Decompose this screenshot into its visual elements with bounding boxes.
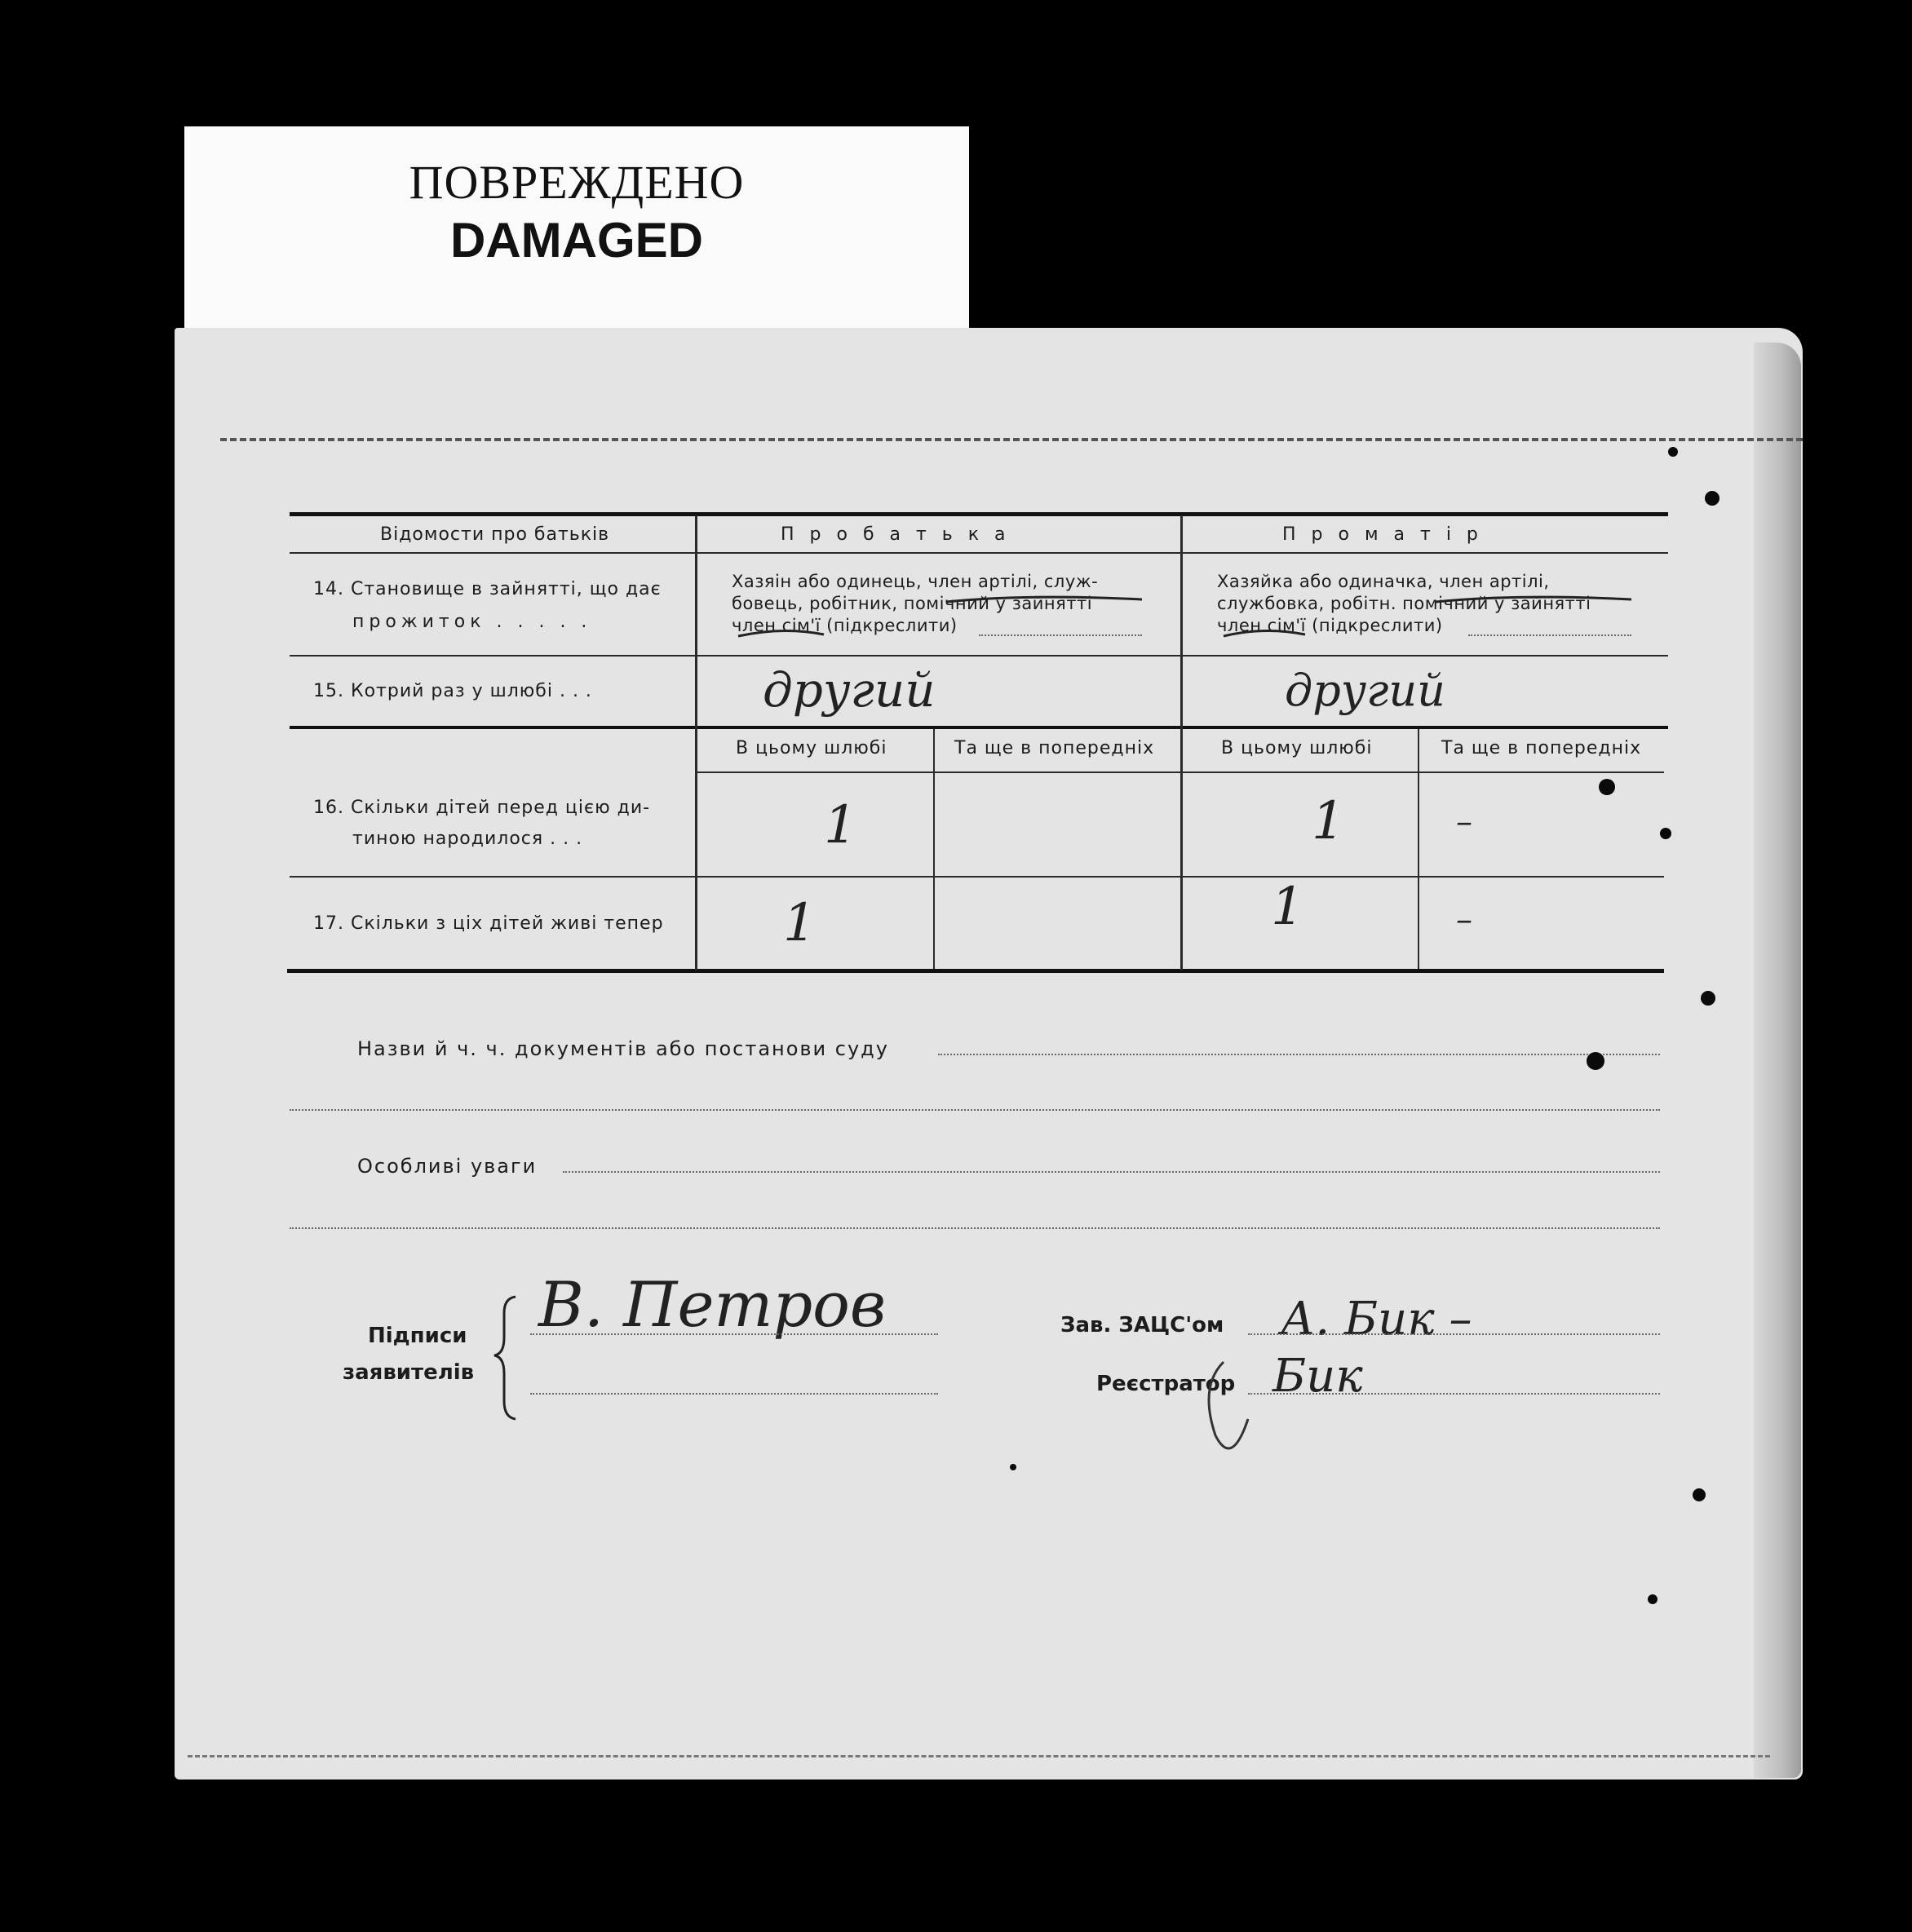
header-mother: П р о м а т і р (1282, 524, 1483, 545)
mother-previous-marriages-header: Та ще в попередніх (1441, 738, 1642, 758)
row14-father-line2: бовець, робітник, помічний у зайнятті (732, 594, 1093, 613)
ink-dot (1010, 1464, 1016, 1470)
damage-hole (1668, 447, 1678, 457)
row14-mother-line2: службовка, робітн. помічний у зайнятті (1217, 594, 1591, 613)
applicant-signature: В. Петров (538, 1268, 887, 1341)
registrar-label: Реєстратор (1096, 1372, 1236, 1396)
damage-hole (1705, 491, 1719, 506)
row14-label-line1: 14. Становище в зайнятті, що дає (313, 579, 662, 599)
head-signature: А. Бик – (1281, 1293, 1472, 1346)
row14-label-line2: прожиток . . . . . (352, 612, 592, 632)
damage-hole (1701, 991, 1715, 1006)
header-father: П р о б а т ь к а (781, 524, 1011, 545)
row14-mother-line3: член сім'ї (підкреслити) (1217, 616, 1443, 635)
mother-current-marriage-header: В цьому шлюбі (1221, 738, 1373, 758)
registrar-signature: Бик (1272, 1350, 1363, 1403)
row17-label: 17. Скільки з ціх дітей живі тепер (313, 913, 664, 934)
father-previous-marriages-header: Та ще в попередніх (954, 738, 1155, 758)
row15-mother-value: другий (1285, 665, 1445, 716)
row14-father-line1: Хазяін або одинець, член артілі, служ- (732, 572, 1099, 591)
row17-father-current: 1 (783, 893, 817, 953)
row15-father-value: другий (763, 662, 936, 718)
row17-mother-current: 1 (1271, 877, 1304, 937)
applicants-label-line2: заявителів (343, 1360, 475, 1385)
row16-label-line1: 16. Скільки дітей перед цією ди- (313, 798, 651, 818)
damage-hole (1660, 828, 1671, 839)
row16-mother-current: 1 (1312, 791, 1345, 851)
row14-father-line3: член сім'ї (підкреслити) (732, 616, 958, 635)
row16-label-line2: тиною народилося . . . (352, 829, 583, 849)
remarks-label: Особливі уваги (357, 1155, 538, 1178)
row15-label: 15. Котрий раз у шлюбі . . . (313, 681, 592, 701)
damage-hole (1693, 1488, 1706, 1501)
father-current-marriage-header: В цьому шлюбі (736, 738, 887, 758)
damage-hole (1587, 1052, 1604, 1070)
row14-mother-line1: Хазяйка або одиначка, член артілі, (1217, 572, 1550, 591)
applicants-label-line1: Підписи (368, 1324, 467, 1348)
row16-father-current: 1 (824, 795, 857, 855)
damaged-label-english: DAMAGED (450, 213, 703, 267)
header-parents-info: Відомости про батьків (380, 524, 610, 545)
row17-mother-previous: – (1456, 901, 1472, 939)
damage-hole (1599, 779, 1615, 795)
head-label: Зав. ЗАЦС'ом (1060, 1313, 1224, 1337)
damaged-label-russian: ПОВРЕЖДЕНО (409, 156, 745, 209)
documents-label: Назви й ч. ч. документів або постанови суду (357, 1037, 889, 1060)
row16-mother-previous: – (1456, 803, 1472, 841)
damage-hole (1648, 1594, 1658, 1604)
